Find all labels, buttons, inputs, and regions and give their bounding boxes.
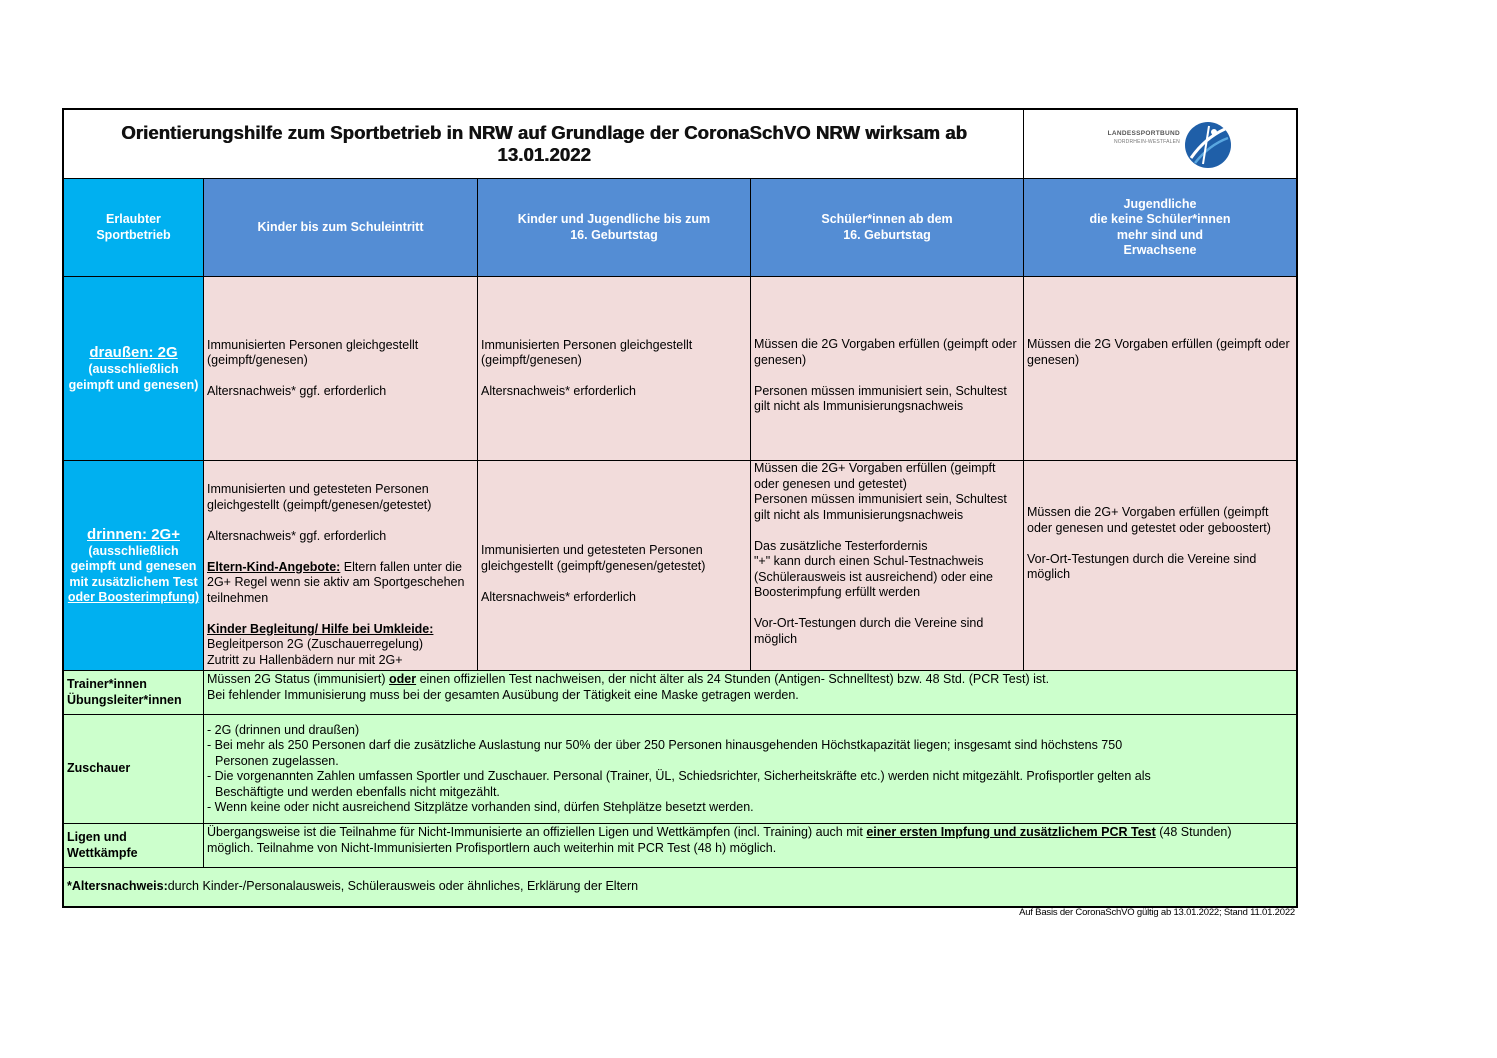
kinder-begleitung-label: Kinder Begleitung/ Hilfe bei Umkleide: <box>207 621 434 636</box>
text-line: oder genesen und getestet oder geboostert) <box>1027 520 1271 535</box>
text-line: möglich <box>1027 567 1071 581</box>
altersnachweis-label: *Altersnachweis: <box>67 879 168 894</box>
text-line: möglich <box>754 631 798 646</box>
text-line: Boosterimpfung erfüllt werden <box>754 585 921 599</box>
row-label-drinnen <box>64 461 203 670</box>
spacer <box>754 368 1020 384</box>
text-span: (48 Stunden) <box>1155 825 1232 839</box>
text-line: Immunisierten Personen gleichgestellt <box>207 337 419 352</box>
ligen-label-line: Ligen und <box>67 830 127 844</box>
label-drinnen-sub-3: mit zusätzlichem Test <box>69 574 198 589</box>
label-draussen-2g: draußen: 2G <box>89 344 178 361</box>
text-line: - Bei mehr als 250 Personen darf die zusätzliche Auslastung nur 50% der über 250 Personen hinausgehenden Höchstkapazität liegen; insgesamt sind höchstens 750 <box>207 738 1123 752</box>
oder-emphasis: oder <box>389 672 417 686</box>
logo-emblem-icon <box>1181 120 1235 170</box>
trainer-label-line: Übungsleiter*innen <box>67 692 182 707</box>
cell-draussen-schueler <box>751 277 1023 460</box>
text-line: Immunisierten und getesteten Personen <box>481 543 703 557</box>
logo-line2: NORDRHEIN-WESTFALEN <box>1113 139 1180 145</box>
text-line: Personen zugelassen. <box>215 753 339 768</box>
header-kinder-jugendliche-16: Kinder und Jugendliche bis zum 16. Geburtstag <box>478 179 750 276</box>
text-line: Zutritt zu Hallenbädern nur mit 2G+ <box>207 652 403 667</box>
eltern-kind-label: Eltern-Kind-Angebote: <box>207 559 341 574</box>
spacer <box>754 601 1020 617</box>
logo-cell <box>1023 110 1296 178</box>
logo-text <box>1094 130 1180 145</box>
label-drinnen-sub-2: geimpft und genesen <box>70 559 197 573</box>
spacer <box>481 369 747 385</box>
text-line: Müssen die 2G Vorgaben erfüllen (geimpft oder <box>1027 337 1290 351</box>
trainer-label-line: Trainer*innen <box>67 677 147 691</box>
text-line: oder genesen und getestet) <box>754 476 907 491</box>
trainer-line-2: Bei fehlender Immunisierung muss bei der gesamten Ausübung der Tätigkeit eine Maske getragen werden. <box>207 687 799 702</box>
grid-line <box>203 179 204 868</box>
trainer-line-1 <box>207 672 1293 688</box>
label-draussen-sub-2: geimpft und genesen) <box>68 377 199 392</box>
grid-line <box>750 179 751 671</box>
grid-line <box>64 276 1296 277</box>
page-title: Orientierungshilfe zum Sportbetrieb in NRW auf Grundlage der CoronaSchVO NRW wirksam ab 13.01.2022 <box>121 122 967 165</box>
grid-line <box>64 178 1296 179</box>
text-line: Personen müssen immunisiert sein, Schultest <box>754 492 1007 506</box>
spacer <box>481 574 747 590</box>
ligen-line-2: möglich. Teilnahme von Nicht-Immunisierten Profisportlern auch weiterhin mit PCR Test (48 h) möglich. <box>207 840 777 855</box>
text-line: (geimpft/genesen) <box>481 353 582 367</box>
row-label-zuschauer: Zuschauer <box>64 715 203 823</box>
cell-drinnen-schueler <box>751 461 1023 670</box>
text-line: Vor-Ort-Testungen durch die Vereine sind <box>754 616 984 630</box>
label-drinnen-2gplus: drinnen: 2G+ <box>87 525 180 543</box>
eltern-kind-line <box>207 560 474 576</box>
text-line: Vor-Ort-Testungen durch die Vereine sind <box>1027 551 1257 566</box>
grid-line <box>64 823 1296 824</box>
text-line: Begleitperson 2G (Zuschauerregelung) <box>207 637 424 651</box>
text-line: Das zusätzliche Testerfordernis <box>754 538 928 553</box>
header-erwachsene: Jugendliche die keine Schüler*innen mehr sind und Erwachsene <box>1024 179 1296 276</box>
text-line: "+" kann durch einen Schul-Testnachweis <box>754 554 984 568</box>
row-label-ligen <box>64 824 203 867</box>
grid-line <box>64 867 1296 868</box>
header-sportbetrieb: Erlaubter Sportbetrieb <box>64 179 203 276</box>
text-line: teilnehmen <box>207 590 269 605</box>
text-line: gilt nicht als Immunisierungsnachweis <box>754 507 964 522</box>
text-span: einen offiziellen Test nachweisen, der nicht älter als 24 Stunden (Antigen- Schnelltest) bzw. 48 Std. (PCR Test) ist. <box>416 672 1050 686</box>
text-line: Altersnachweis* erforderlich <box>481 589 636 604</box>
cell-zuschauer <box>204 715 1296 823</box>
cell-drinnen-kinder-jugendliche <box>478 461 750 670</box>
header-kinder-schuleintritt: Kinder bis zum Schuleintritt <box>204 179 477 276</box>
text-line: gleichgestellt (geimpft/genesen/getestet) <box>481 558 706 573</box>
cell-draussen-erwachsene <box>1024 277 1296 460</box>
footer-note: Auf Basis der CoronaSchVO gültig ab 13.01.2022; Stand 11.01.2022 <box>1019 907 1295 918</box>
text-line: - 2G (drinnen und draußen) <box>207 722 360 737</box>
label-drinnen-sub-1: (ausschließlich <box>88 543 179 558</box>
text-line: gleichgestellt (geimpft/genesen/getestet) <box>207 497 432 512</box>
pcr-emphasis: einer ersten Impfung und zusätzlichem PCR Test <box>866 825 1156 839</box>
spacer <box>754 523 1020 539</box>
text-line: genesen) <box>754 352 807 367</box>
spacer <box>207 606 474 622</box>
text-line: (geimpft/genesen) <box>207 353 308 367</box>
text-span: Übergangsweise ist die Teilnahme für Nicht-Immunisierte an offiziellen Ligen und Wettkämpfen (incl. Training) auch mit <box>207 825 867 839</box>
cell-draussen-kinder-jugendliche <box>478 277 750 460</box>
text-line: (Schülerausweis ist ausreichend) oder eine <box>754 569 994 584</box>
text-line: Müssen die 2G Vorgaben erfüllen (geimpft oder <box>754 337 1017 351</box>
eltern-kind-text: Eltern fallen unter die <box>340 559 462 574</box>
text-line: 2G+ Regel wenn sie aktiv am Sportgeschehen <box>207 575 465 589</box>
label-drinnen-sub-4: oder Boosterimpfung) <box>67 590 200 604</box>
grid-line <box>477 179 478 671</box>
grid-line <box>64 714 1296 715</box>
cell-drinnen-kinder-schuleintritt <box>204 461 477 670</box>
text-line: Personen müssen immunisiert sein, Schultest <box>754 383 1007 398</box>
grid-line <box>1023 110 1024 671</box>
text-line: Müssen die 2G+ Vorgaben erfüllen (geimpft <box>754 461 996 475</box>
grid-line <box>64 460 1296 461</box>
text-line: Altersnachweis* ggf. erforderlich <box>207 528 387 543</box>
row-label-trainer <box>64 671 203 714</box>
text-line: Altersnachweis* ggf. erforderlich <box>207 384 387 398</box>
text-line: Altersnachweis* erforderlich <box>481 384 636 398</box>
grid-line <box>64 670 1296 671</box>
row-altersnachweis <box>64 868 1296 906</box>
cell-drinnen-erwachsene <box>1024 461 1296 670</box>
spacer <box>207 544 474 560</box>
cell-draussen-kinder-schuleintritt <box>204 277 477 460</box>
text-line: Immunisierten und getesteten Personen <box>207 482 429 496</box>
spacer <box>1027 536 1293 552</box>
spacer <box>207 513 474 529</box>
ligen-label-line: Wettkämpfe <box>67 845 138 860</box>
altersnachweis-text: durch Kinder-/Personalausweis, Schülerausweis oder ähnliches, Erklärung der Eltern <box>167 879 639 894</box>
cell-ligen <box>204 824 1296 867</box>
row-label-draussen <box>64 277 203 460</box>
spacer <box>207 369 474 385</box>
cell-trainer <box>204 671 1296 714</box>
text-line: Immunisierten Personen gleichgestellt <box>481 337 693 352</box>
logo-line1: LANDESSPORTBUND <box>1107 130 1180 137</box>
text-line: - Wenn keine oder nicht ausreichend Sitzplätze vorhanden sind, dürfen Stehplätze besetzt werden. <box>207 800 754 814</box>
text-line: Müssen die 2G+ Vorgaben erfüllen (geimpft <box>1027 505 1269 519</box>
label-draussen-sub-1: (ausschließlich <box>88 362 179 376</box>
header-schueler-ab-16: Schüler*innen ab dem 16. Geburtstag <box>751 179 1023 276</box>
text-span: Müssen 2G Status (immunisiert) <box>207 672 389 686</box>
text-line: genesen) <box>1027 352 1080 367</box>
ligen-line-1 <box>207 825 1293 841</box>
text-line: gilt nicht als Immunisierungsnachweis <box>754 399 964 413</box>
text-line: Beschäftigte und werden ebenfalls nicht mitgezählt. <box>215 784 500 799</box>
text-line: - Die vorgenannten Zahlen umfassen Sportler und Zuschauer. Personal (Trainer, ÜL, Schiedsrichter, Sicherheitskräfte etc.) werden nicht mitgezählt. Profisportler gelten als <box>207 769 1151 783</box>
